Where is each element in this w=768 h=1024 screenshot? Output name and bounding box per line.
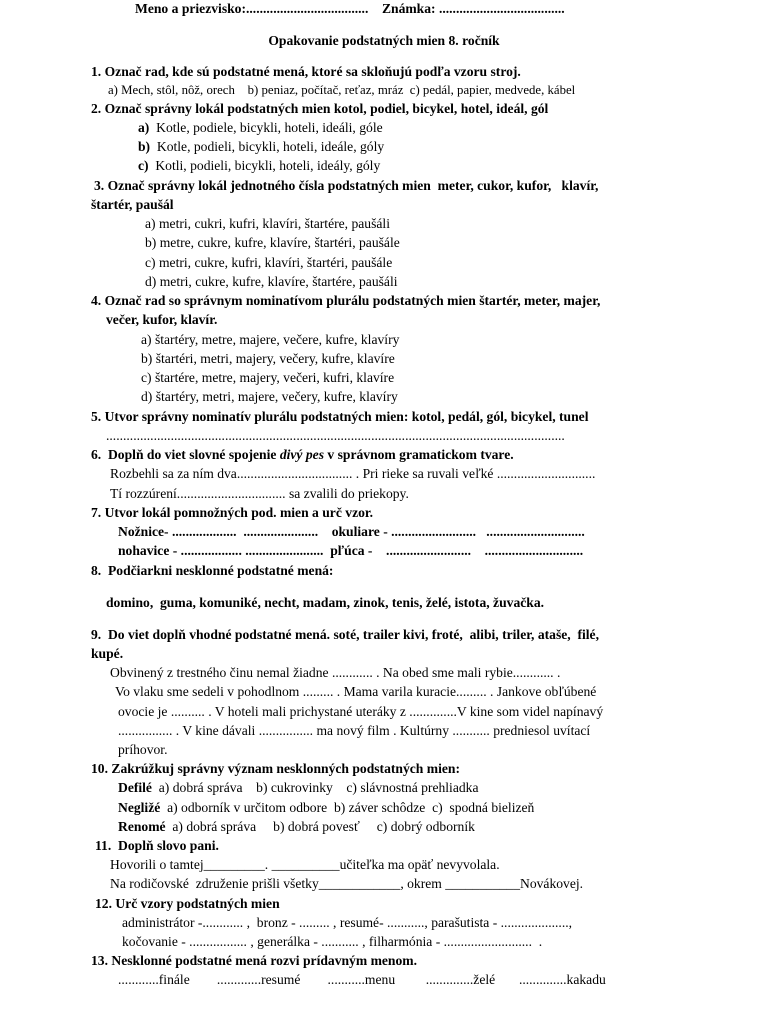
task-7-row-2: nohavice - .................. ....................... pľúca - ......................... ............................. <box>118 543 584 558</box>
task-3-option-d: d) metri, cukre, kufre, klavíre, štartére, paušáli <box>145 274 398 289</box>
task-11-line-1: Hovorili o tamtej_________. __________učiteľka ma opäť nevyvolala. <box>110 857 500 872</box>
task-9-line-4: ................ . V kine dávali ................ ma nový film . Kultúrny ........... predniesol uvítací <box>118 723 591 738</box>
task-12-line-2: kočovanie - ................. , generálka - ........... , filharmónia - .......................... . <box>122 934 543 949</box>
task-4-option-c: c) štartére, metre, majery, večeri, kufri, klavíre <box>141 370 395 385</box>
task-5-answer-line: ....................................................................................................................................... <box>106 428 565 443</box>
task-11-line-2: Na rodičovské združenie prišli všetky____________, okrem ___________Novákovej. <box>110 876 584 891</box>
task-4-option-a: a) štartéry, metre, majere, večere, kufre, klavíry <box>141 332 400 347</box>
task-11-question: 11. Doplň slovo pani. <box>95 838 219 853</box>
page-title: Opakovanie podstatných mien 8. ročník <box>268 33 500 48</box>
task-13-line-1: ............finále .............resumé ...........menu ..............želé ..............kakadu <box>118 972 606 987</box>
task-2-option-c: c) Kotli, podieli, bicykli, hoteli, ideály, góly <box>138 158 381 173</box>
task-13-question: 13. Nesklonné podstatné mená rozvi prídavným menom. <box>91 953 418 968</box>
task-4-option-d: d) štartéry, metri, majere, večery, kufre, klavíry <box>141 389 398 404</box>
task-6-line-1: Rozbehli sa za ním dva.................................. . Pri rieke sa ruvali veľké ............................. <box>110 466 596 481</box>
task-9-line-5: príhovor. <box>118 742 168 757</box>
task-3-option-a: a) metri, cukri, kufri, klavíri, štartére, paušáli <box>145 216 390 231</box>
task-10-item-renome: Renomé a) dobrá správa b) dobrá povesť c) dobrý odborník <box>118 819 475 834</box>
task-12-line-1: administrátor -............ , bronz - ......... , resumé- ..........., parašutista - ...................., <box>122 915 573 930</box>
task-3-question: 3. Označ správny lokál jednotného čísla podstatných mien meter, cukor, kufor, klavír, <box>94 178 599 193</box>
task-8-word-list: domino, guma, komuniké, necht, madam, zinok, tenis, želé, istota, žuvačka. <box>106 595 545 610</box>
task-2-option-b: b) Kotle, podieli, bicykli, hoteli, ideále, góly <box>138 139 385 154</box>
task-9-line-3: ovocie je .......... . V hoteli mali prichystané uteráky z ..............V kine som videl napínavý <box>118 704 604 719</box>
task-4-question: 4. Označ rad so správnym nominatívom plurálu podstatných mien štartér, meter, majer, <box>91 293 601 308</box>
task-9-question: 9. Do viet doplň vhodné podstatné mená. soté, trailer kivi, froté, alibi, triler, ataše, filé, <box>91 627 599 642</box>
task-10-item-defile: Defilé a) dobrá správa b) cukrovinky c) slávnostná prehliadka <box>118 780 479 795</box>
task-7-row-1: Nožnice- ................... ...................... okuliare - ......................... ............................. <box>118 524 585 539</box>
task-9-line-2: Vo vlaku sme sedeli v pohodlnom ......... . Mama varila kuracie......... . Jankove obľúbené <box>115 684 597 699</box>
task-8-question: 8. Podčiarkni nesklonné podstatné mená: <box>91 563 334 578</box>
task-2-question: 2. Označ správny lokál podstatných mien kotol, podiel, bicykel, hotel, ideál, gól <box>91 101 549 116</box>
task-2-option-a: a) Kotle, podiele, bicykli, hoteli, ideáli, góle <box>138 120 383 135</box>
task-4-option-b: b) štartéri, metri, majery, večery, kufre, klavíre <box>141 351 395 366</box>
task-9-line-1: Obvinený z trestného činu nemal žiadne ............ . Na obed sme mali rybie............ . <box>110 665 561 680</box>
task-3-option-c: c) metri, cukre, kufri, klavíri, štartéri, paušále <box>145 255 393 270</box>
task-4-question-cont: večer, kufor, klavír. <box>106 312 218 327</box>
task-1-options: a) Mech, stôl, nôž, orech b) peniaz, počítač, reťaz, mráz c) pedál, papier, medvede, kábel <box>108 83 576 97</box>
task-1-question: 1. Označ rad, kde sú podstatné mená, ktoré sa skloňujú podľa vzoru stroj. <box>91 64 521 79</box>
task-3-question-cont: štartér, paušál <box>91 197 174 212</box>
task-5-question: 5. Utvor správny nominatív plurálu podstatných mien: kotol, pedál, gól, bicykel, tunel <box>91 409 589 424</box>
task-3-option-b: b) metre, cukre, kufre, klavíre, štartéri, paušále <box>145 235 400 250</box>
name-grade-line: Meno a priezvisko:.................................... Známka: ..................................... <box>135 1 565 16</box>
task-6-question: 6. Doplň do viet slovné spojenie divý pes v správnom gramatickom tvare. <box>91 447 514 462</box>
task-6-line-2: Tí rozzúrení................................ sa zvalili do priekopy. <box>110 486 409 501</box>
task-12-question: 12. Urč vzory podstatných mien <box>95 896 280 911</box>
task-9-question-cont: kupé. <box>91 646 124 661</box>
task-10-item-neglize: Negližé a) odborník v určitom odbore b) záver schôdze c) spodná bielizeň <box>118 800 535 815</box>
task-10-question: 10. Zakrúžkuj správny význam nesklonných podstatných mien: <box>91 761 460 776</box>
task-7-question: 7. Utvor lokál pomnožných pod. mien a urč vzor. <box>91 505 374 520</box>
